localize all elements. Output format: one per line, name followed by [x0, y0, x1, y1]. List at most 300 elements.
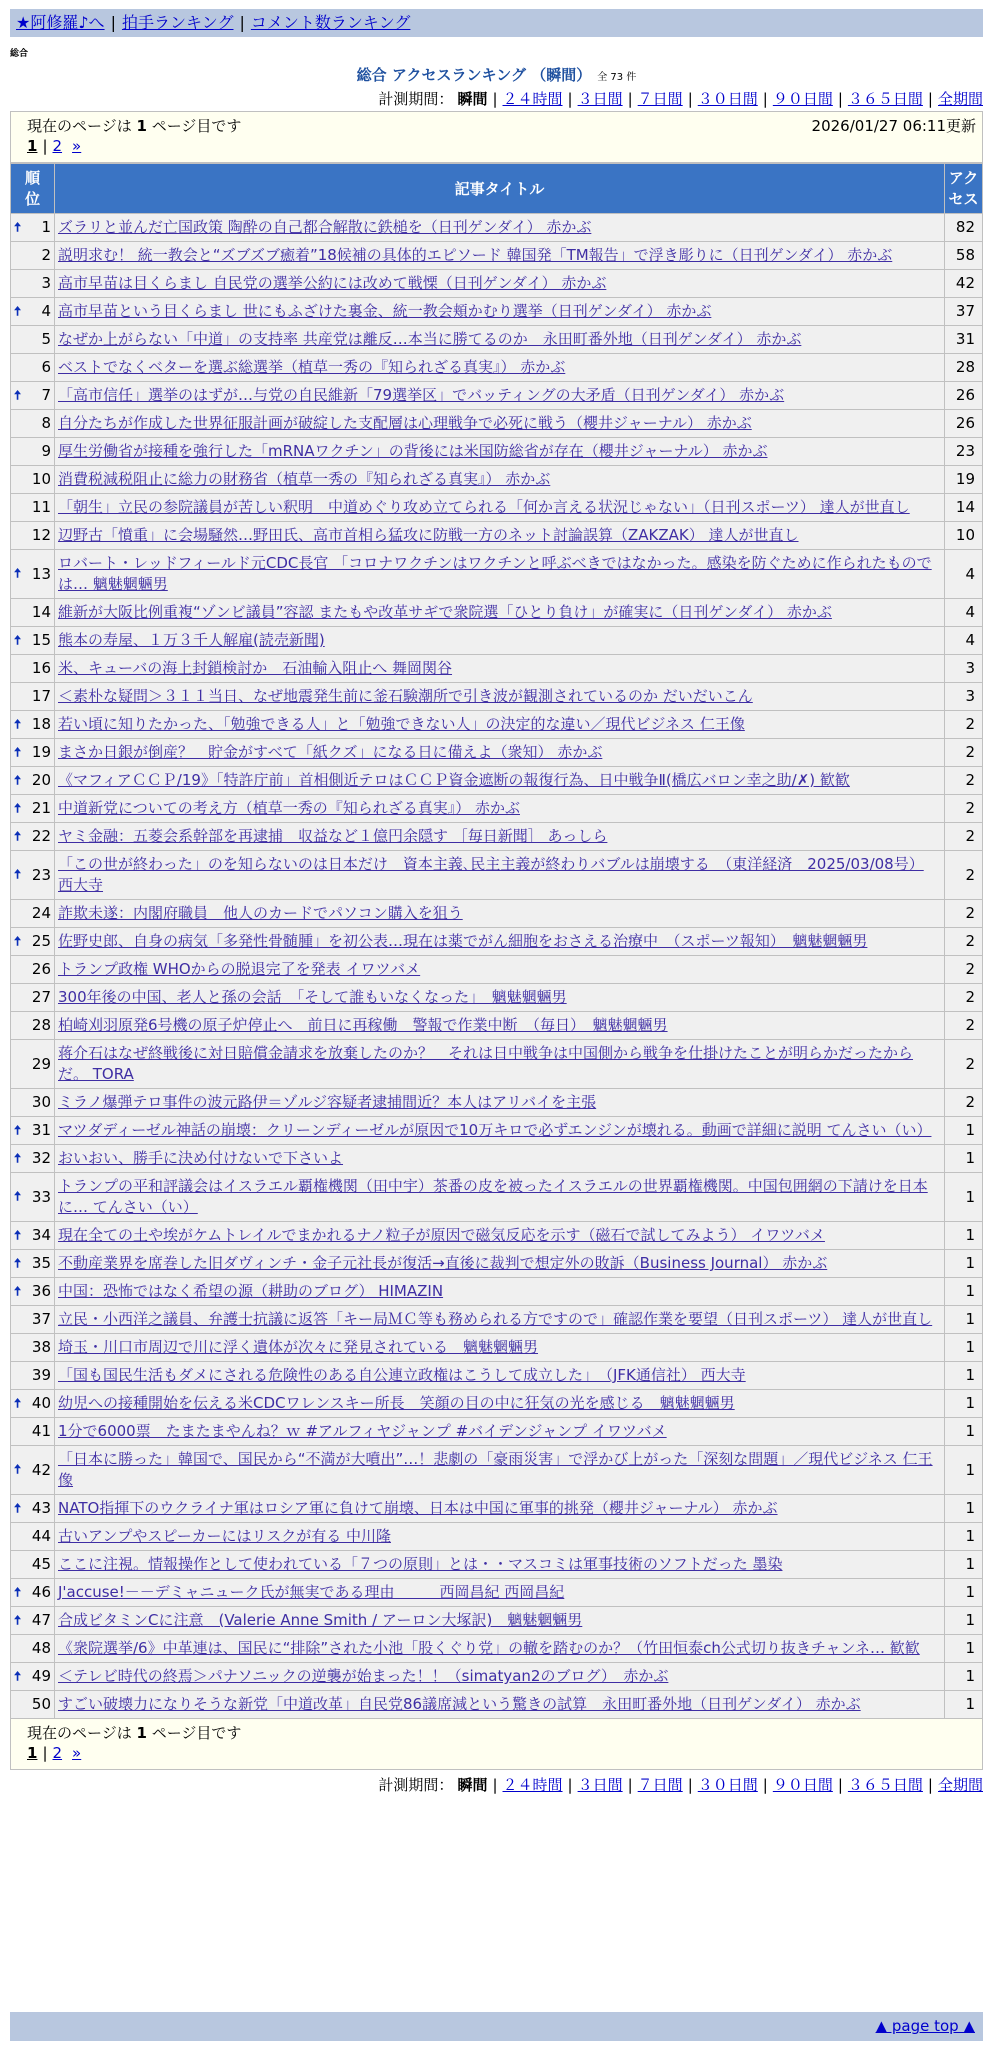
- rank-cell: [11, 1691, 55, 1719]
- article-link[interactable]: ここに注視。情報操作として使われている「７つの原則」とは・・マスコミは軍事技術のソフトだった 墨染: [58, 1555, 783, 1573]
- period-label: 計測期間：: [378, 1776, 454, 1794]
- rank-up-arrow-icon: 🠅: [14, 745, 22, 760]
- table-row: [11, 1691, 983, 1719]
- rank-cell: [11, 627, 55, 655]
- title-cell: [55, 1523, 945, 1551]
- current-page-text: 現在のページは 1 ページ目です: [27, 1724, 242, 1742]
- table-row: [11, 984, 983, 1012]
- rank-number: 15: [31, 631, 51, 649]
- access-count: 1: [945, 1691, 983, 1719]
- rank-cell: [11, 1012, 55, 1040]
- category-label: 総合: [10, 49, 29, 59]
- article-link[interactable]: 埼玉・川口市周辺で川に浮く遺体が次々に発見されている 魑魅魍魎男: [58, 1338, 539, 1356]
- article-link[interactable]: 《衆院選挙/6》中革連は、国民に“排除”された小池「股くぐり党」の轍を踏むのか？（竹田恒泰ch公式切り抜きチャンネ… 歓歓: [58, 1639, 920, 1657]
- table-row: [11, 683, 983, 711]
- article-link[interactable]: 蒋介石はなぜ終戦後に対日賠償金請求を放棄したのか？ それは日中戦争は中国側から戦争を仕掛けたことが明らかだったからだ。 TORA: [58, 1044, 914, 1083]
- rank-cell: [11, 599, 55, 627]
- rank-number: 25: [31, 932, 51, 950]
- rank-cell: [11, 1250, 55, 1278]
- table-row: [11, 550, 983, 599]
- title-cell: [55, 767, 945, 795]
- access-count: 2: [945, 900, 983, 928]
- rank-up-arrow-icon: 🠅: [14, 220, 22, 235]
- article-link[interactable]: 厚生労働省が接種を強行した「mRNAワクチン」の背後には米国防総省が存在（櫻井ジャーナル） 赤かぶ: [58, 442, 768, 460]
- table-row: [11, 1390, 983, 1418]
- title-cell: [55, 1663, 945, 1691]
- period-7d[interactable]: ７日間: [637, 1776, 683, 1794]
- access-count: 1: [945, 1495, 983, 1523]
- table-row: [11, 823, 983, 851]
- table-row: [11, 382, 983, 410]
- table-header-row: [11, 164, 983, 214]
- rank-number: 7: [41, 386, 51, 404]
- article-link[interactable]: 熊本の寿屋、１万３千人解雇(読売新聞): [58, 631, 325, 649]
- rank-number: 26: [31, 960, 51, 978]
- rank-up-arrow-icon: 🠅: [14, 1396, 22, 1411]
- article-link[interactable]: ＜テレビ時代の終焉＞パナソニックの逆襲が始まった！！（simatyan2のブログ） 赤かぶ: [58, 1667, 669, 1685]
- rank-up-arrow-icon: 🠅: [14, 1613, 22, 1628]
- article-link[interactable]: NATO指揮下のウクライナ軍はロシア軍に負けて崩壊、日本は中国に軍事的挑発（櫻井ジャーナル） 赤かぶ: [58, 1499, 778, 1517]
- table-row: [11, 599, 983, 627]
- title-cell: [55, 494, 945, 522]
- title-cell: [55, 1635, 945, 1663]
- article-link[interactable]: ズラリと並んだ亡国政策 陶酔の自己都合解散に鉄槌を（日刊ゲンダイ） 赤かぶ: [58, 218, 592, 236]
- article-link[interactable]: 高市早苗は目くらまし 自民党の選挙公約には改めて戦慄（日刊ゲンダイ） 赤かぶ: [58, 274, 607, 292]
- title-cell: [55, 382, 945, 410]
- rank-number: 43: [31, 1499, 51, 1517]
- article-link[interactable]: 米、キューバの海上封鎖検討か 石油輸入阻止へ 舞岡関谷: [58, 659, 453, 677]
- access-count: 1: [945, 1117, 983, 1145]
- rank-number: 38: [31, 1338, 51, 1356]
- rank-cell: [11, 1117, 55, 1145]
- access-count: 1: [945, 1222, 983, 1250]
- period-7d[interactable]: ７日間: [637, 90, 683, 108]
- rank-number: 4: [41, 302, 51, 320]
- title-cell: [55, 1012, 945, 1040]
- title-cell: [55, 1089, 945, 1117]
- access-count: 4: [945, 627, 983, 655]
- title-cell: [55, 795, 945, 823]
- article-link[interactable]: ロバート・レッドフィールド元CDC長官 「コロナワクチンはワクチンと呼ぶべきではなかった。感染を防ぐために作られたものでは… 魑魅魍魎男: [58, 554, 932, 593]
- article-link[interactable]: 「高市信任」選挙のはずが…与党の自民維新「79選挙区」でバッティングの大矛盾（日刊ゲンダイ） 赤かぶ: [58, 386, 785, 404]
- access-count: 2: [945, 795, 983, 823]
- table-row: [11, 1579, 983, 1607]
- access-count: 14: [945, 494, 983, 522]
- title-cell: [55, 928, 945, 956]
- rank-cell: [11, 823, 55, 851]
- rank-up-arrow-icon: 🠅: [14, 1123, 22, 1138]
- article-link[interactable]: トランプの平和評議会はイスラエル覇権機関（田中宇）茶番の皮を被ったイスラエルの世界覇権機関。中国包囲網の下請けを日本に… てんさい（い）: [58, 1177, 928, 1216]
- rank-number: 34: [31, 1226, 51, 1244]
- page-1-current: 1: [27, 1744, 38, 1762]
- title-cell: [55, 1250, 945, 1278]
- period-30d[interactable]: ３０日間: [697, 90, 758, 108]
- rank-cell: [11, 711, 55, 739]
- table-row: [11, 1250, 983, 1278]
- rank-cell: [11, 1390, 55, 1418]
- table-row: [11, 466, 983, 494]
- total-count: 全 73 件: [597, 72, 637, 83]
- rank-cell: [11, 1607, 55, 1635]
- table-row: [11, 1446, 983, 1495]
- article-link[interactable]: ヤミ金融：五菱会系幹部を再逮捕 収益など１億円余隠す ［毎日新聞］ あっしら: [58, 827, 608, 845]
- article-link[interactable]: 辺野古「憤重」に会場騒然…野田氏、高市首相ら猛攻に防戦一方のネット討論誤算（ZAKZAK） 達人が世直し: [58, 526, 799, 544]
- rank-up-arrow-icon: 🠅: [14, 304, 22, 319]
- period-all[interactable]: 全期間: [937, 1776, 983, 1794]
- rank-number: 44: [31, 1527, 51, 1545]
- home-link[interactable]: ★阿修羅♪へ: [16, 13, 105, 32]
- article-link[interactable]: 合成ビタミンCに注意 (Valerie Anne Smith / アーロン大塚訳) 魑魅魍魎男: [58, 1611, 583, 1629]
- rank-number: 40: [31, 1394, 51, 1412]
- access-count: 1: [945, 1362, 983, 1390]
- rank-number: 13: [31, 564, 51, 583]
- rank-number: 24: [31, 904, 51, 922]
- access-count: 2: [945, 823, 983, 851]
- rank-cell: [11, 1306, 55, 1334]
- article-link[interactable]: 不動産業界を席巻した旧ダヴィンチ・金子元社長が復活→直後に裁判で想定外の敗訴（Business Journal） 赤かぶ: [58, 1254, 828, 1272]
- paging-box-bottom: [10, 1718, 983, 1770]
- article-link[interactable]: 幼児への接種開始を伝える米CDCワレンスキー所長 笑顔の目の中に狂気の光を感じる 魑魅魍魎男: [58, 1394, 735, 1412]
- table-row: [11, 1551, 983, 1579]
- title-cell: [55, 214, 945, 242]
- rank-cell: [11, 298, 55, 326]
- rank-number: 17: [31, 687, 51, 705]
- period-90d[interactable]: ９０日間: [772, 90, 833, 108]
- ranking-body: [11, 214, 983, 1719]
- rank-cell: [11, 522, 55, 550]
- rank-number: 22: [31, 827, 51, 845]
- table-row: [11, 1362, 983, 1390]
- rank-number: 21: [31, 799, 51, 817]
- title-cell: [55, 984, 945, 1012]
- table-row: [11, 655, 983, 683]
- article-link[interactable]: 自分たちが作成した世界征服計画が破綻した支配層は心理戦争で必死に戦う（櫻井ジャーナル） 赤かぶ: [58, 414, 752, 432]
- table-row: [11, 739, 983, 767]
- rank-number: 19: [31, 743, 51, 761]
- title-cell: [55, 1362, 945, 1390]
- period-90d[interactable]: ９０日間: [772, 1776, 833, 1794]
- page-2-link[interactable]: 2: [52, 1744, 63, 1762]
- rank-up-arrow-icon: 🠅: [14, 633, 22, 648]
- rank-number: 35: [31, 1254, 51, 1272]
- period-selector-bottom: 計測期間： 瞬間 | ２４時間 | ３日間 | ７日間 | ３０日間 | ９０日間 | ３６５日間 | 全期間: [378, 1776, 983, 1794]
- table-row: [11, 354, 983, 382]
- rank-number: 8: [41, 414, 51, 432]
- access-count: 3: [945, 683, 983, 711]
- period-24h[interactable]: ２４時間: [502, 90, 563, 108]
- access-count: 2: [945, 739, 983, 767]
- article-link[interactable]: 立民・小西洋之議員、弁護士抗議に返答「キー局ＭＣ等も務められる方ですので」確認作業を要望（日刊スポーツ） 達人が世直し: [58, 1310, 933, 1328]
- rank-number: 46: [31, 1583, 51, 1601]
- period-all[interactable]: 全期間: [937, 90, 983, 108]
- access-count: 19: [945, 466, 983, 494]
- rank-up-arrow-icon: 🠅: [14, 566, 22, 582]
- ranking-table: [10, 163, 983, 1719]
- article-link[interactable]: 高市早苗という目くらまし 世にもふざけた裏金、統一教会頬かむり選挙（日刊ゲンダイ） 赤かぶ: [58, 302, 712, 320]
- period-current: 瞬間: [457, 1776, 488, 1794]
- title-cell: [55, 1334, 945, 1362]
- rank-cell: [11, 683, 55, 711]
- rank-number: 39: [31, 1366, 51, 1384]
- rank-up-arrow-icon: 🠅: [14, 1462, 22, 1478]
- title-cell: [55, 1173, 945, 1222]
- rank-cell: [11, 1145, 55, 1173]
- rank-number: 11: [31, 498, 51, 516]
- title-cell: [55, 823, 945, 851]
- rank-up-arrow-icon: 🠅: [14, 1501, 22, 1516]
- title-cell: [55, 438, 945, 466]
- top-nav-bar: [10, 9, 983, 37]
- rank-cell: [11, 354, 55, 382]
- title-cell: [55, 1306, 945, 1334]
- rank-cell: [11, 1635, 55, 1663]
- access-count: 31: [945, 326, 983, 354]
- page-2-link[interactable]: 2: [52, 137, 63, 155]
- rank-up-arrow-icon: 🠅: [14, 1669, 22, 1684]
- rank-cell: [11, 494, 55, 522]
- pagination: 1 | 2 »: [27, 1744, 82, 1762]
- rank-up-arrow-icon: 🠅: [14, 717, 22, 732]
- article-link[interactable]: 《マフィアＣＣＰ/19》「特許庁前」首相側近テロはＣＣＰ資金遮断の報復行為、日中戦争Ⅱ(橋広バロン幸之助/✗) 歓歓: [58, 771, 850, 789]
- article-link[interactable]: 「国も国民生活もダメにされる危険性のある自公連立政権はこうして成立した」 （JFK通信社） 西大寺: [58, 1366, 746, 1384]
- article-link[interactable]: 300年後の中国、老人と孫の会話 「そして誰もいなくなった」 魑魅魍魎男: [58, 988, 567, 1006]
- rank-cell: [11, 928, 55, 956]
- rank-number: 42: [31, 1460, 51, 1479]
- table-row: [11, 767, 983, 795]
- rank-cell: [11, 767, 55, 795]
- rank-number: 12: [31, 526, 51, 544]
- table-row: [11, 928, 983, 956]
- table-row: [11, 851, 983, 900]
- article-link[interactable]: なぜか上がらない「中道」の支持率 共産党は離反…本当に勝てるのか 永田町番外地（日刊ゲンダイ） 赤かぶ: [58, 330, 802, 348]
- access-count: 42: [945, 270, 983, 298]
- rank-up-arrow-icon: 🠅: [14, 867, 22, 883]
- rank-number: 27: [31, 988, 51, 1006]
- article-link[interactable]: おいおい、勝手に決め付けないで下さいよ: [58, 1149, 344, 1167]
- access-count: 2: [945, 851, 983, 900]
- article-link[interactable]: 維新が大阪比例重複“ゾンビ議員”容認 またもや改革サギで衆院選「ひとり負け」が確実に（日刊ゲンダイ） 赤かぶ: [58, 603, 832, 621]
- ranking-title: 総合 アクセスランキング （瞬間）: [356, 66, 592, 84]
- article-link[interactable]: 「朝生」立民の参院議員が苦しい釈明 中道めぐり攻め立てられる「何か言える状況じゃない」（日刊スポーツ） 達人が世直し: [58, 498, 910, 516]
- period-label: 計測期間：: [378, 90, 454, 108]
- article-link[interactable]: 中国：恐怖ではなく希望の源（耕助のブログ） HIMAZIN: [58, 1282, 444, 1300]
- comment-ranking-link[interactable]: コメント数ランキング: [250, 13, 411, 32]
- title-cell: [55, 1607, 945, 1635]
- title-cell: [55, 851, 945, 900]
- rank-cell: [11, 242, 55, 270]
- access-count: 58: [945, 242, 983, 270]
- period-selector: 計測期間： 瞬間 | ２４時間 | ３日間 | ７日間 | ３０日間 | ９０日間 | ３６５日間 | 全期間: [378, 90, 983, 108]
- title-cell: [55, 354, 945, 382]
- article-link[interactable]: 「日本に勝った」韓国で、国民から“不満が大噴出”…！悲劇の「豪雨災害」で浮かび上がった「深刻な問題」／現代ビジネス 仁王像: [58, 1450, 933, 1489]
- table-row: [11, 1012, 983, 1040]
- title-cell: [55, 739, 945, 767]
- article-link[interactable]: ＜素朴な疑問＞３１１当日、なぜ地震発生前に釜石験潮所で引き波が観測されているのか だいだいこん: [58, 687, 753, 705]
- title-cell: [55, 1551, 945, 1579]
- rank-header: 順位: [11, 164, 55, 214]
- article-link[interactable]: トランプ政権 WHOからの脱退完了を発表 イワツバメ: [58, 960, 421, 978]
- rank-cell: [11, 466, 55, 494]
- rank-cell: [11, 270, 55, 298]
- table-row: [11, 1306, 983, 1334]
- rank-cell: [11, 1334, 55, 1362]
- table-row: [11, 900, 983, 928]
- access-count: 1: [945, 1250, 983, 1278]
- next-page-link[interactable]: »: [72, 1744, 82, 1762]
- article-link[interactable]: 説明求む！ 統一教会と“ズブズブ癒着”18候補の具体的エピソード 韓国発「TM報告」で浮き彫りに（日刊ゲンダイ） 赤かぶ: [58, 246, 893, 264]
- rank-cell: [11, 550, 55, 599]
- rank-cell: [11, 326, 55, 354]
- table-row: [11, 1089, 983, 1117]
- rank-number: 9: [41, 442, 51, 460]
- access-count: 2: [945, 767, 983, 795]
- access-count: 26: [945, 410, 983, 438]
- rank-number: 45: [31, 1555, 51, 1573]
- rank-number: 20: [31, 771, 51, 789]
- table-row: [11, 1523, 983, 1551]
- rank-up-arrow-icon: 🠅: [14, 1585, 22, 1600]
- period-24h[interactable]: ２４時間: [502, 1776, 563, 1794]
- title-cell: [55, 326, 945, 354]
- access-count: 1: [945, 1418, 983, 1446]
- page-top-link[interactable]: ▲ page top ▲: [875, 2017, 975, 2035]
- access-count: 1: [945, 1663, 983, 1691]
- rank-number: 5: [41, 330, 51, 348]
- article-link[interactable]: 消費税減税阻止に総力の財務省（植草一秀の『知られざる真実』） 赤かぶ: [58, 470, 551, 488]
- table-row: [11, 795, 983, 823]
- article-link[interactable]: 柏崎刈羽原発6号機の原子炉停止へ 前日に再稼働 警報で作業中断 （毎日） 魑魅魍魎男: [58, 1016, 668, 1034]
- article-link[interactable]: マツダディーゼル神話の崩壊：クリーンディーゼルが原因で10万キロで必ずエンジンが壊れる。動画で詳細に説明 てんさい（い）: [58, 1121, 932, 1139]
- access-count: 3: [945, 655, 983, 683]
- rank-cell: [11, 1089, 55, 1117]
- clap-ranking-link[interactable]: 拍手ランキング: [121, 13, 234, 32]
- table-row: [11, 1173, 983, 1222]
- rank-cell: [11, 984, 55, 1012]
- rank-cell: [11, 1663, 55, 1691]
- table-row: [11, 627, 983, 655]
- access-count: 37: [945, 298, 983, 326]
- nav-separator: |: [239, 13, 245, 32]
- rank-cell: [11, 851, 55, 900]
- access-count: 82: [945, 214, 983, 242]
- title-cell: [55, 298, 945, 326]
- rank-cell: [11, 655, 55, 683]
- access-count: 2: [945, 956, 983, 984]
- article-link[interactable]: まさか日銀が倒産？ 貯金がすべて「紙クズ」になる日に備えよ（衆知） 赤かぶ: [58, 743, 603, 761]
- table-row: [11, 1278, 983, 1306]
- period-365d[interactable]: ３６５日間: [847, 90, 923, 108]
- bottom-bar: [10, 2012, 983, 2041]
- rank-cell: [11, 410, 55, 438]
- period-365d[interactable]: ３６５日間: [847, 1776, 923, 1794]
- table-row: [11, 214, 983, 242]
- rank-up-arrow-icon: 🠅: [14, 1256, 22, 1271]
- rank-number: 14: [31, 603, 51, 621]
- article-link[interactable]: ミラノ爆弾テロ事件の波元路伊＝ゾルジ容疑者逮捕間近？本人はアリバイを主張: [58, 1093, 597, 1111]
- next-page-link[interactable]: »: [72, 137, 82, 155]
- table-row: [11, 1145, 983, 1173]
- rank-number: 1: [41, 218, 51, 236]
- rank-cell: [11, 438, 55, 466]
- rank-cell: [11, 1523, 55, 1551]
- title-cell: [55, 410, 945, 438]
- article-link[interactable]: 「この世が終わった」のを知らないのは日本だけ 資本主義､民主主義が終わりバブルは崩壊する （東洋経済 2025/03/08号） 西大寺: [58, 855, 924, 894]
- title-cell: [55, 466, 945, 494]
- article-link[interactable]: 古いアンプやスピーカーにはリスクが有る 中川隆: [58, 1527, 391, 1545]
- title-cell: [55, 711, 945, 739]
- rank-cell: [11, 1551, 55, 1579]
- rank-number: 23: [31, 865, 51, 884]
- article-link[interactable]: ベストでなくベターを選ぶ総選挙（植草一秀の『知られざる真実』） 赤かぶ: [58, 358, 566, 376]
- rank-number: 6: [41, 358, 51, 376]
- access-count: 2: [945, 1089, 983, 1117]
- table-row: [11, 522, 983, 550]
- rank-up-arrow-icon: 🠅: [14, 1284, 22, 1299]
- rank-number: 41: [31, 1422, 51, 1440]
- article-link[interactable]: 1分で6000票 たまたまやんね？ｗ #アルフィヤジャンプ #バイデンジャンプ イワツバメ: [58, 1422, 667, 1440]
- rank-number: 18: [31, 715, 51, 733]
- title-cell: [55, 1278, 945, 1306]
- rank-number: 3: [41, 274, 51, 292]
- rank-number: 47: [31, 1611, 51, 1629]
- title-cell: [55, 550, 945, 599]
- title-cell: [55, 1040, 945, 1089]
- access-count: 23: [945, 438, 983, 466]
- access-count: 1: [945, 1523, 983, 1551]
- access-count: 1: [945, 1607, 983, 1635]
- article-link[interactable]: すごい破壊力になりそうな新党「中道改革」自民党86議席減という驚きの試算 永田町番外地（日刊ゲンダイ） 赤かぶ: [58, 1695, 861, 1713]
- table-row: [11, 1635, 983, 1663]
- access-count: 26: [945, 382, 983, 410]
- table-row: [11, 1495, 983, 1523]
- article-link[interactable]: 中道新党についての考え方（植草一秀の『知られざる真実』） 赤かぶ: [58, 799, 520, 817]
- rank-number: 10: [31, 470, 51, 488]
- rank-number: 49: [31, 1667, 51, 1685]
- rank-number: 30: [31, 1093, 51, 1111]
- nav-separator: |: [110, 13, 116, 32]
- table-row: [11, 298, 983, 326]
- title-cell: [55, 522, 945, 550]
- article-link[interactable]: 若い頃に知りたかった、「勉強できる人」と「勉強できない人」の決定的な違い／現代ビジネス 仁王像: [58, 715, 745, 733]
- title-cell: [55, 655, 945, 683]
- period-30d[interactable]: ３０日間: [697, 1776, 758, 1794]
- table-row: [11, 1663, 983, 1691]
- title-cell: [55, 270, 945, 298]
- rank-cell: [11, 956, 55, 984]
- article-link[interactable]: 詐欺未遂：内閣府職員 他人のカードでパソコン購入を狙う: [58, 904, 463, 922]
- rank-number: 31: [31, 1121, 51, 1139]
- title-cell: [55, 1495, 945, 1523]
- rank-up-arrow-icon: 🠅: [14, 801, 22, 816]
- title-cell: [55, 242, 945, 270]
- article-link[interactable]: J'accuse!－－デミャニューク氏が無実である理由 西岡昌紀 西岡昌紀: [58, 1583, 565, 1601]
- period-3d[interactable]: ３日間: [577, 90, 623, 108]
- title-cell: [55, 683, 945, 711]
- rank-up-arrow-icon: 🠅: [14, 934, 22, 949]
- table-row: [11, 1222, 983, 1250]
- rank-number: 16: [31, 659, 51, 677]
- rank-up-arrow-icon: 🠅: [14, 773, 22, 788]
- title-cell: [55, 627, 945, 655]
- access-count: 2: [945, 928, 983, 956]
- article-link[interactable]: 佐野史郎、自身の病気「多発性骨髄腫」を初公表…現在は薬でがん細胞をおさえる治療中 （スポーツ報知） 魑魅魍魎男: [58, 932, 868, 950]
- rank-cell: [11, 1418, 55, 1446]
- rank-number: 28: [31, 1016, 51, 1034]
- article-link[interactable]: 現在全ての土や埃がケムトレイルでまかれるナノ粒子が原因で磁気反応を示す（磁石で試してみよう） イワツバメ: [58, 1226, 825, 1244]
- title-cell: [55, 900, 945, 928]
- period-3d[interactable]: ３日間: [577, 1776, 623, 1794]
- table-row: [11, 1334, 983, 1362]
